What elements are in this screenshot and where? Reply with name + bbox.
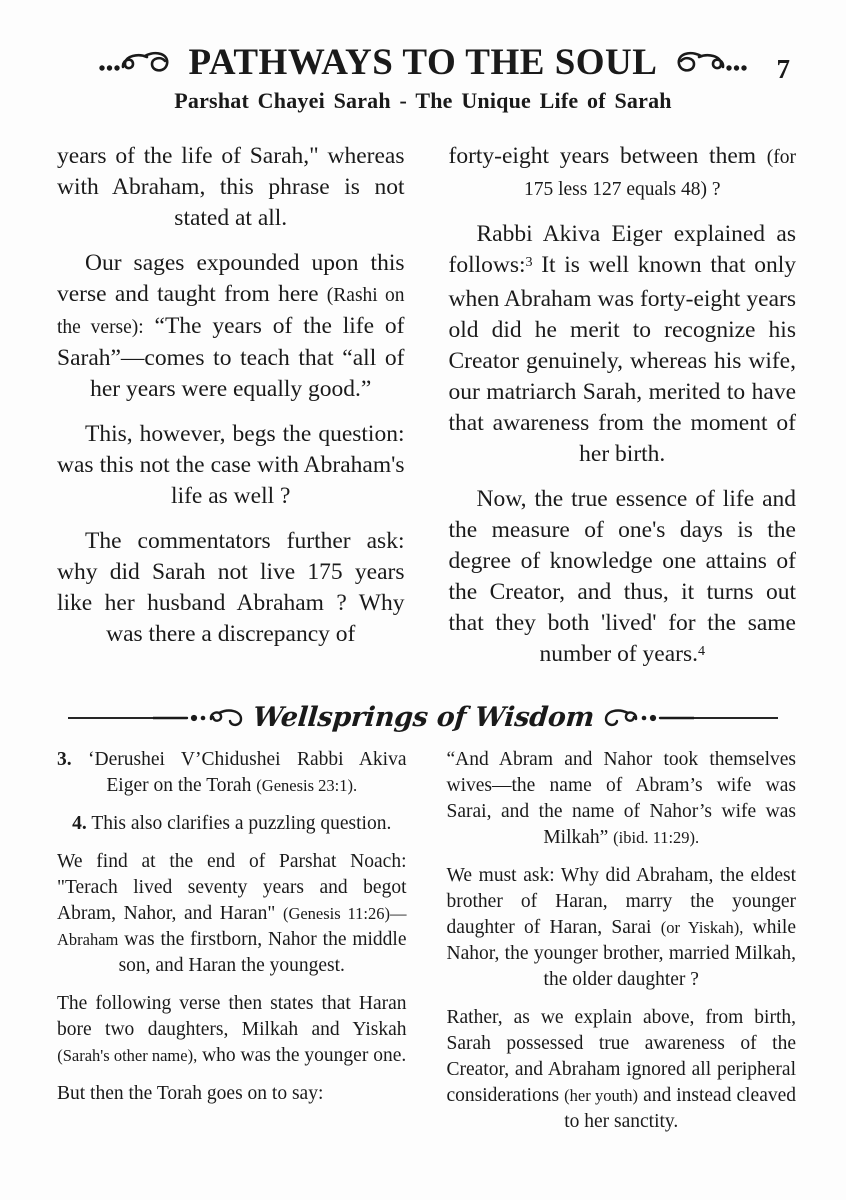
text-run: This, however, begs the question: was this not the case with Abraham's life as well ?	[57, 420, 405, 509]
divider-label: Wellsprings of Wisdom	[251, 702, 595, 734]
paragraph	[449, 484, 797, 673]
text-run: The commentators further ask: why did Sarah not live 175 years like her husband Abraham ? Why was there a discrepancy of	[57, 527, 405, 647]
section-divider	[0, 701, 846, 735]
footnote-marker: 4	[698, 642, 706, 659]
paragraph	[57, 991, 407, 1069]
text-run: Our sages expounded upon this verse and taught from here	[57, 249, 405, 307]
main-column-left	[57, 141, 405, 687]
header-flourish-right-icon	[665, 48, 749, 78]
page-number: 7	[776, 54, 790, 84]
divider-rule-left	[68, 717, 153, 719]
text-run: It is well known that only when Abraham was forty-eight years old did he merit to recognize his Creator genuinely, whereas his wife, our matriarch Sarah, merited to have that awareness from the moment of her birth.	[448, 251, 796, 467]
text-run: But then the Torah goes on to say:	[57, 1082, 324, 1104]
text-run: Rather, as we explain above, from birth, Sarah possessed true awareness of the Creator, and Abraham ignored all peripheral considerations	[446, 1006, 796, 1106]
paragraph	[57, 1081, 407, 1107]
paragraph	[447, 747, 797, 851]
footnotes	[0, 747, 846, 1147]
text-run: “And Abram and Nahor took themselves wives—the name of Abram’s wife was Sarai, and the name of Nahor’s wife was Milkah”	[446, 748, 796, 848]
text-run: years of the life of Sarah," whereas with Abraham, this phrase is not stated at all.	[57, 142, 405, 231]
paragraph	[57, 747, 407, 799]
divider-rule-right	[694, 717, 779, 719]
page-subtitle: Parshat Chayei Sarah - The Unique Life of Sarah	[174, 87, 672, 113]
paragraph	[57, 141, 405, 234]
text-run: We must ask: Why did Abraham, the eldest brother of Haran, marry the younger daughter of Haran, Sarai	[446, 864, 796, 938]
text-run: was the firstborn, Nahor the middle son, and Haran the youngest.	[118, 928, 407, 976]
text-run: (Rashi on the verse):	[57, 284, 405, 338]
text-run: (Sarah's other name),	[57, 1045, 198, 1065]
paragraph	[449, 219, 797, 470]
paragraph	[57, 811, 407, 837]
paragraph	[449, 141, 797, 205]
text-run: Rabbi Akiva Eiger explained as follows:	[448, 220, 796, 278]
text-run: (for 175 less 127 equals 48) ?	[523, 146, 796, 200]
footnote-column-right	[447, 747, 797, 1147]
text-run: ‘Derushei V’Chidushei Rabbi Akiva Eiger on the Torah	[71, 748, 407, 796]
text-run: This also clarifies a puzzling question.	[86, 812, 392, 834]
main-column-right	[449, 141, 797, 687]
text-run: (or Yiskah),	[660, 917, 744, 937]
text-run: forty-eight years between them	[448, 142, 767, 169]
divider-flourish-right-icon	[596, 707, 694, 729]
header-flourish-left-icon	[97, 48, 181, 78]
footnote-column-left	[57, 747, 407, 1147]
page-title: PATHWAYS TO THE SOUL	[188, 42, 658, 83]
text-run: “The years of the life of Sarah”—comes to teach that “all of her years were equally good.”	[57, 312, 405, 402]
text-run: (Genesis 23:1).	[256, 775, 358, 795]
footnote-marker: 3	[525, 253, 533, 270]
paragraph	[447, 863, 797, 993]
divider-flourish-left-icon	[153, 707, 251, 729]
text-run: 4.	[72, 812, 87, 834]
paragraph	[57, 248, 405, 405]
text-run: (Genesis 11:26)—Abraham	[57, 903, 407, 949]
paragraph	[57, 849, 407, 979]
text-run: and instead cleaved to her sanctity.	[564, 1084, 796, 1132]
text-run: while Nahor, the younger brother, married Milkah, the older daughter ?	[446, 916, 796, 990]
text-run: who was the younger one.	[197, 1044, 407, 1066]
page-header	[0, 44, 846, 83]
text-run: (ibid. 11:29).	[613, 827, 700, 847]
main-text	[0, 141, 846, 687]
paragraph	[57, 526, 405, 650]
text-run: We find at the end of Parshat Noach: "Terach lived seventy years and begot Abram, Nahor, and Haran"	[57, 850, 407, 924]
paragraph	[447, 1005, 797, 1135]
text-run: 3.	[57, 748, 72, 770]
text-run: Now, the true essence of life and the measure of one's days is the degree of knowledge one attains of the Creator, and thus, it turns out that they both 'lived' for the same number of years.	[448, 485, 796, 667]
text-run: The following verse then states that Haran bore two daughters, Milkah and Yiskah	[57, 992, 407, 1040]
text-run: (her youth)	[564, 1085, 639, 1105]
paragraph	[57, 419, 405, 512]
